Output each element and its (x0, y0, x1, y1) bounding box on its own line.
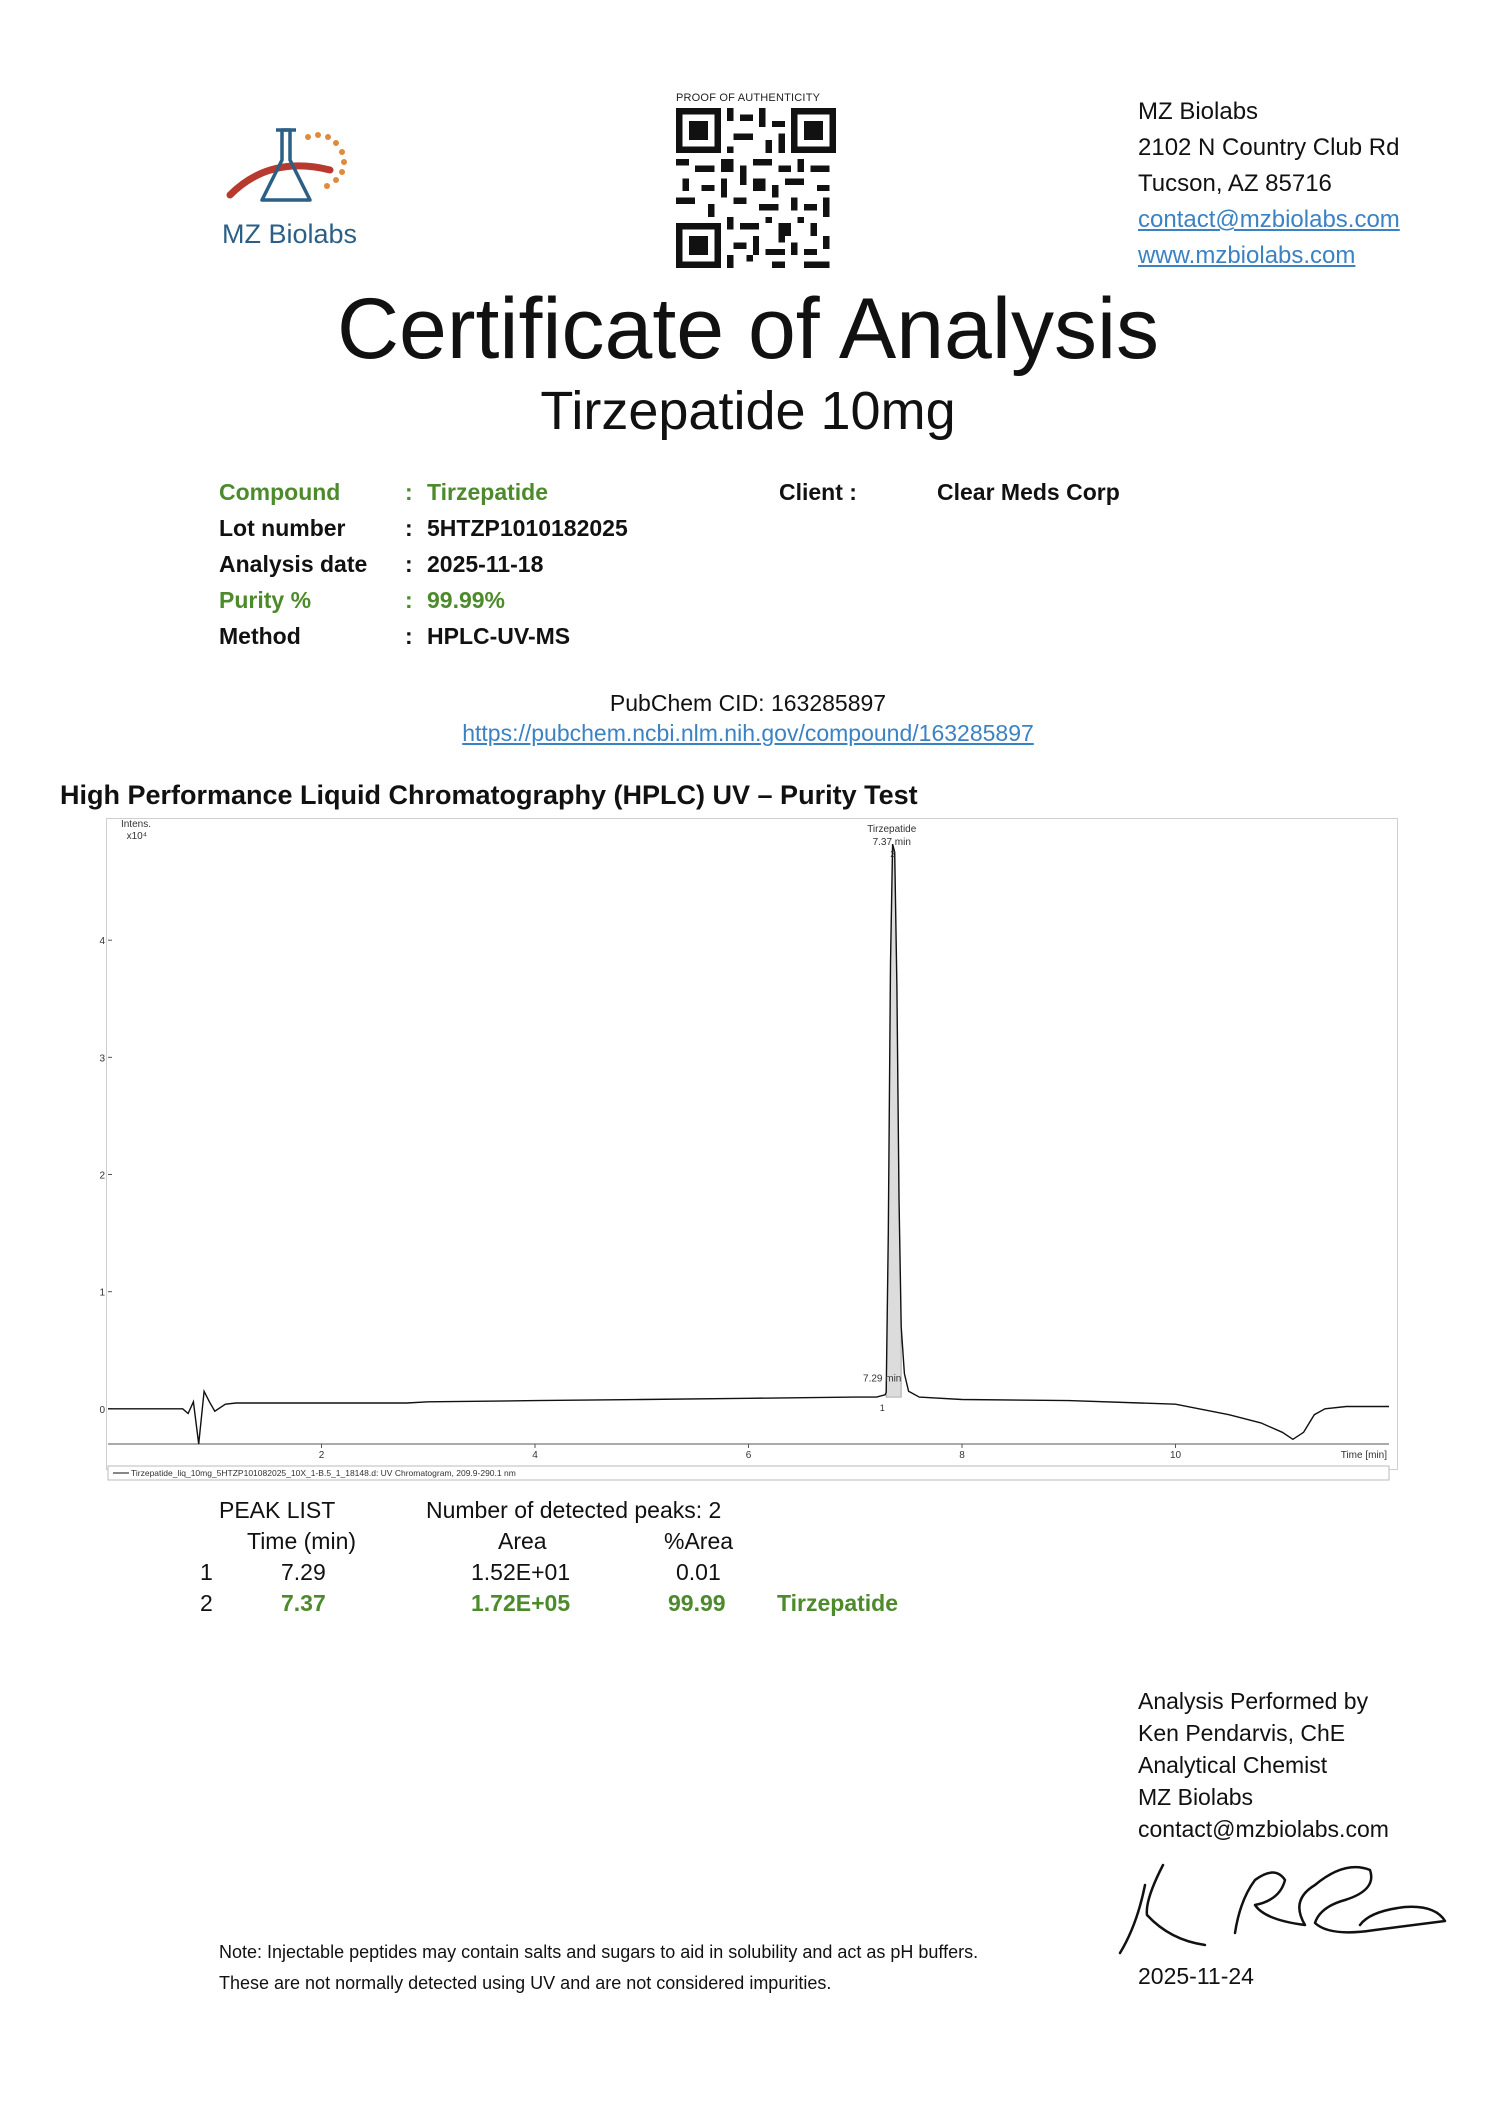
footnote-line-2: These are not normally detected using UV and are not considered impurities. (219, 1973, 832, 1993)
footnote-line-1: Note: Injectable peptides may contain salts and sugars to aid in solubility and act as pH buffers. (219, 1942, 979, 1962)
y-axis-label: Intens. (120, 819, 151, 830)
flask-logo-icon (210, 115, 385, 225)
lot-separator: : (405, 515, 413, 541)
address-name: MZ Biolabs (1138, 98, 1259, 125)
signature-line-2: Ken Pendarvis, ChE (1138, 1720, 1346, 1746)
x-tick-label: 10 (1169, 1450, 1182, 1461)
section-title: High Performance Liquid Chromatography (HPLC) UV – Purity Test (60, 780, 918, 810)
peak-row-2-name: Tirzepatide (777, 1590, 898, 1616)
y-tick-label: 0 (99, 1404, 105, 1416)
purity-separator: : (405, 587, 413, 613)
purity-label: Purity % (219, 587, 312, 613)
website-link[interactable]: www.mzbiolabs.com (1138, 242, 1356, 269)
handwritten-signature (1115, 1845, 1455, 1965)
header-pct-area: %Area (664, 1528, 734, 1554)
peak-row-1-num: 1 (200, 1559, 213, 1585)
signature-line-1: Analysis Performed by (1138, 1688, 1369, 1714)
page-title: Certificate of Analysis (336, 281, 1160, 377)
lot-label: Lot number (219, 515, 346, 541)
header-time: Time (min) (247, 1528, 357, 1554)
footnote (219, 1937, 978, 1999)
peak-row-1-area: 1.52E+01 (471, 1559, 571, 1585)
peak-annotation-number: 2 (890, 849, 896, 859)
method-separator: : (405, 623, 413, 649)
peak-annotation-name: Tirzepatide (867, 824, 917, 835)
y-tick-label: 2 (99, 1170, 105, 1182)
logo-text: MZ Biolabs (222, 219, 358, 249)
compound-label: Compound (219, 479, 341, 505)
y-tick-label: 3 (99, 1053, 105, 1065)
x-axis-label: Time [min] (1340, 1450, 1387, 1461)
y-axis-unit: x10⁴ (126, 831, 147, 842)
address-city: Tucson, AZ 85716 (1138, 170, 1332, 197)
peak-row-1-time: 7.29 (281, 1559, 326, 1585)
signature-line-3: Analytical Chemist (1138, 1752, 1328, 1778)
header-area: Area (498, 1528, 547, 1554)
qr-caption: PROOF OF AUTHENTICITY (676, 92, 821, 104)
pubchem-link-row (0, 720, 1496, 747)
legend-label: Tirzepatide_liq_10mg_5HTZP101082025_10X_1-B.5_1_18148.d: UV Chromatogram, 209.9-290.1 nm (131, 1468, 516, 1478)
pubchem-cid: PubChem CID: 163285897 (609, 690, 887, 716)
company-logo (210, 115, 385, 255)
client-label: Client : (779, 479, 857, 505)
x-tick-label: 6 (745, 1450, 752, 1461)
client-value: Clear Meds Corp (937, 479, 1120, 505)
method-label: Method (219, 623, 301, 649)
peak-row-2-pct: 99.99 (668, 1590, 726, 1616)
signature-line-5: contact@mzbiolabs.com (1138, 1816, 1389, 1842)
company-address (1138, 94, 1400, 274)
date-value: 2025-11-18 (427, 551, 544, 577)
compound-value: Tirzepatide (427, 479, 548, 505)
peak-row-1-pct: 0.01 (676, 1559, 721, 1585)
y-tick-label: 1 (99, 1287, 105, 1299)
signature-date: 2025-11-24 (1138, 1963, 1254, 1989)
email-link[interactable]: contact@mzbiolabs.com (1138, 206, 1400, 233)
address-street: 2102 N Country Club Rd (1138, 134, 1400, 161)
purity-value: 99.99% (427, 587, 506, 613)
peak-annotation-number: 1 (879, 1402, 885, 1413)
x-tick-label: 4 (532, 1450, 538, 1461)
peak-row-2-area: 1.72E+05 (471, 1590, 571, 1616)
page-subtitle: Tirzepatide 10mg (540, 381, 956, 441)
x-tick-label: 8 (959, 1450, 965, 1461)
x-tick-label: 2 (318, 1450, 325, 1461)
method-value: HPLC-UV-MS (427, 623, 571, 649)
peak-annotation-time: 7.37 min (872, 837, 911, 848)
date-label: Analysis date (219, 551, 368, 577)
chromatogram-svg (99, 819, 1397, 1478)
signature-line-4: MZ Biolabs (1138, 1784, 1254, 1810)
peak-row-2-time: 7.37 (281, 1590, 326, 1616)
date-separator: : (405, 551, 413, 577)
peak-annotation-time: 7.29 min (863, 1373, 902, 1385)
signature-block (1138, 1685, 1389, 1845)
hplc-chart (99, 818, 1398, 1478)
qr-code-icon[interactable] (676, 108, 836, 268)
compound-separator: : (405, 479, 413, 505)
y-tick-label: 4 (99, 936, 105, 948)
peak-row-2-num: 2 (200, 1590, 213, 1616)
peak-count: Number of detected peaks: 2 (426, 1497, 722, 1523)
chromatogram-trace (108, 844, 1389, 1444)
peak-list-title: PEAK LIST (219, 1497, 336, 1523)
pubchem-link[interactable]: https://pubchem.ncbi.nlm.nih.gov/compound/163285897 (462, 720, 1034, 746)
lot-value: 5HTZP1010182025 (427, 515, 628, 541)
